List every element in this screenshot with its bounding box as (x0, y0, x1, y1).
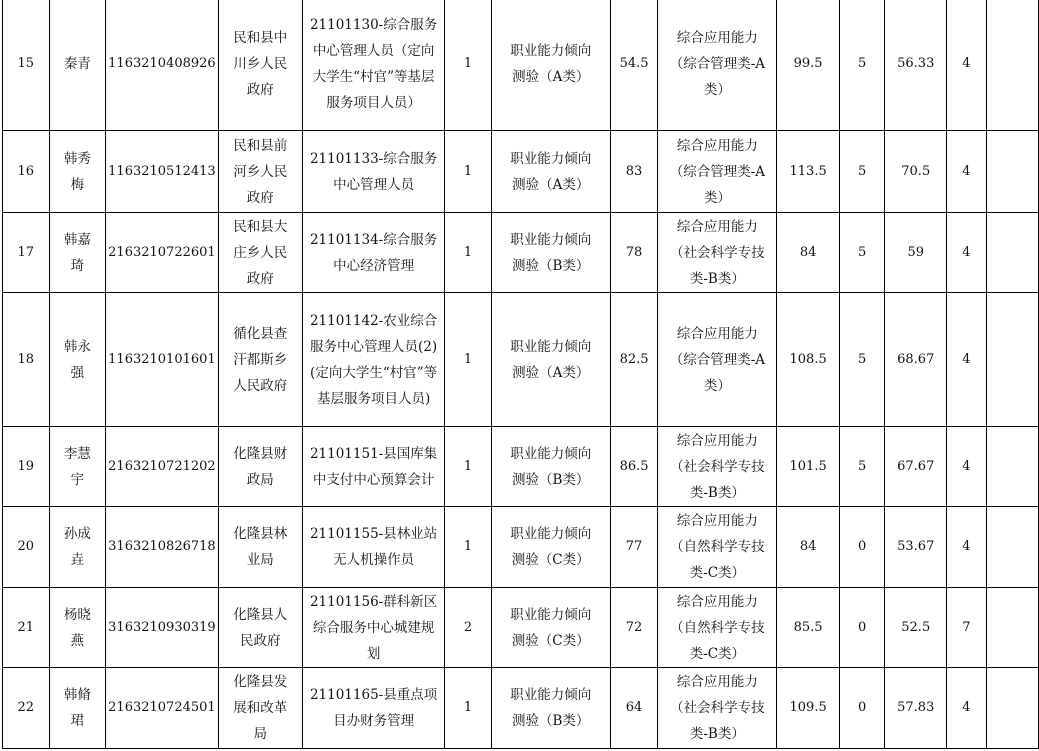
cell-exam-id: 1163210512413 (106, 131, 219, 213)
cell-exam-id: 2163210722601 (106, 213, 219, 293)
cell-score1: 78 (610, 213, 658, 293)
cell-total: 70.5 (885, 131, 947, 213)
cell-rank: 7 (947, 588, 987, 668)
cell-subject2: 综合应用能力（综合管理类-A类） (658, 131, 777, 213)
cell-position: 21101165-县重点项目办财务管理 (302, 668, 444, 749)
cell-score2: 84 (777, 213, 840, 293)
cell-score1: 83 (610, 131, 658, 213)
cell-empty (986, 427, 1038, 507)
cell-org: 化隆县林业局 (218, 507, 302, 588)
cell-subject2: 综合应用能力（社会科学专技类-B类） (658, 213, 777, 293)
cell-position: 21101142-农业综合服务中心管理人员(2)(定向大学生“村官”等基层服务项目人员) (302, 293, 444, 427)
cell-total: 67.67 (885, 427, 947, 507)
cell-position: 21101133-综合服务中心管理人员 (302, 131, 444, 213)
cell-bonus: 5 (839, 0, 884, 131)
table-row (3, 427, 1039, 507)
cell-score2: 85.5 (777, 588, 840, 668)
cell-subject1: 职业能力倾向测验（A类） (491, 0, 610, 131)
cell-bonus: 5 (839, 427, 884, 507)
cell-name: 韩秀梅 (49, 131, 106, 213)
cell-name: 韩脩珺 (49, 668, 106, 749)
cell-exam-id: 2163210724501 (106, 668, 219, 749)
cell-seq: 17 (3, 213, 50, 293)
cell-score2: 113.5 (777, 131, 840, 213)
cell-subject2: 综合应用能力（社会科学专技类-B类） (658, 668, 777, 749)
cell-name: 孙成垚 (49, 507, 106, 588)
cell-score1: 64 (610, 668, 658, 749)
cell-score2: 109.5 (777, 668, 840, 749)
cell-org: 民和县中川乡人民政府 (218, 0, 302, 131)
table-row (3, 588, 1039, 668)
cell-rank: 4 (947, 213, 987, 293)
cell-empty (986, 668, 1038, 749)
cell-seq: 16 (3, 131, 50, 213)
cell-quota: 2 (445, 588, 491, 668)
cell-subject1: 职业能力倾向测验（C类） (491, 588, 610, 668)
cell-name: 李慧宇 (49, 427, 106, 507)
cell-name: 秦青 (49, 0, 106, 131)
cell-score2: 101.5 (777, 427, 840, 507)
cell-score1: 86.5 (610, 427, 658, 507)
cell-score2: 84 (777, 507, 840, 588)
cell-score2: 99.5 (777, 0, 840, 131)
cell-quota: 1 (445, 668, 491, 749)
table-row (3, 0, 1039, 131)
cell-total: 53.67 (885, 507, 947, 588)
cell-bonus: 0 (839, 668, 884, 749)
cell-score1: 82.5 (610, 293, 658, 427)
cell-rank: 4 (947, 668, 987, 749)
cell-subject2: 综合应用能力（自然科学专技类-C类） (658, 507, 777, 588)
cell-position: 21101155-县林业站无人机操作员 (302, 507, 444, 588)
cell-empty (986, 0, 1038, 131)
cell-seq: 22 (3, 668, 50, 749)
cell-subject2: 综合应用能力（自然科学专技类-C类） (658, 588, 777, 668)
cell-quota: 1 (445, 213, 491, 293)
cell-org: 循化县查汗都斯乡人民政府 (218, 293, 302, 427)
cell-bonus: 0 (839, 507, 884, 588)
cell-rank: 4 (947, 507, 987, 588)
cell-subject1: 职业能力倾向测验（C类） (491, 507, 610, 588)
table-row (3, 131, 1039, 213)
cell-bonus: 0 (839, 588, 884, 668)
cell-exam-id: 1163210408926 (106, 0, 219, 131)
cell-score1: 77 (610, 507, 658, 588)
cell-org: 民和县大庄乡人民政府 (218, 213, 302, 293)
cell-empty (986, 131, 1038, 213)
cell-quota: 1 (445, 427, 491, 507)
cell-exam-id: 3163210930319 (106, 588, 219, 668)
cell-position: 21101130-综合服务中心管理人员（定向大学生“村官”等基层服务项目人员） (302, 0, 444, 131)
table-row (3, 213, 1039, 293)
cell-bonus: 5 (839, 213, 884, 293)
cell-empty (986, 213, 1038, 293)
cell-quota: 1 (445, 0, 491, 131)
cell-seq: 21 (3, 588, 50, 668)
cell-subject1: 职业能力倾向测验（B类） (491, 427, 610, 507)
table-row (3, 668, 1039, 749)
cell-total: 52.5 (885, 588, 947, 668)
cell-subject1: 职业能力倾向测验（B类） (491, 668, 610, 749)
cell-name: 韩嘉琦 (49, 213, 106, 293)
cell-org: 化隆县财政局 (218, 427, 302, 507)
cell-rank: 4 (947, 293, 987, 427)
cell-org: 化隆县人民政府 (218, 588, 302, 668)
cell-total: 57.83 (885, 668, 947, 749)
cell-org: 民和县前河乡人民政府 (218, 131, 302, 213)
cell-position: 21101151-县国库集中支付中心预算会计 (302, 427, 444, 507)
table-body (3, 0, 1039, 749)
cell-position: 21101134-综合服务中心经济管理 (302, 213, 444, 293)
cell-exam-id: 1163210101601 (106, 293, 219, 427)
cell-subject2: 综合应用能力（综合管理类-A类） (658, 0, 777, 131)
cell-seq: 18 (3, 293, 50, 427)
cell-subject1: 职业能力倾向测验（A类） (491, 293, 610, 427)
cell-seq: 20 (3, 507, 50, 588)
cell-seq: 19 (3, 427, 50, 507)
cell-quota: 1 (445, 293, 491, 427)
cell-exam-id: 2163210721202 (106, 427, 219, 507)
cell-org: 化隆县发展和改革局 (218, 668, 302, 749)
cell-subject1: 职业能力倾向测验（A类） (491, 131, 610, 213)
cell-score1: 54.5 (610, 0, 658, 131)
cell-exam-id: 3163210826718 (106, 507, 219, 588)
table-row (3, 293, 1039, 427)
cell-score2: 108.5 (777, 293, 840, 427)
cell-empty (986, 507, 1038, 588)
table-row (3, 507, 1039, 588)
cell-seq: 15 (3, 0, 50, 131)
results-table (2, 0, 1039, 749)
cell-empty (986, 293, 1038, 427)
cell-empty (986, 588, 1038, 668)
cell-bonus: 5 (839, 293, 884, 427)
cell-name: 杨晓燕 (49, 588, 106, 668)
cell-position: 21101156-群科新区综合服务中心城建规划 (302, 588, 444, 668)
cell-total: 56.33 (885, 0, 947, 131)
cell-total: 59 (885, 213, 947, 293)
cell-subject2: 综合应用能力（社会科学专技类-B类） (658, 427, 777, 507)
cell-total: 68.67 (885, 293, 947, 427)
cell-name: 韩永强 (49, 293, 106, 427)
cell-quota: 1 (445, 507, 491, 588)
cell-bonus: 5 (839, 131, 884, 213)
cell-rank: 4 (947, 131, 987, 213)
cell-score1: 72 (610, 588, 658, 668)
cell-quota: 1 (445, 131, 491, 213)
cell-rank: 4 (947, 427, 987, 507)
cell-rank: 4 (947, 0, 987, 131)
cell-subject1: 职业能力倾向测验（B类） (491, 213, 610, 293)
cell-subject2: 综合应用能力（综合管理类-A类） (658, 293, 777, 427)
